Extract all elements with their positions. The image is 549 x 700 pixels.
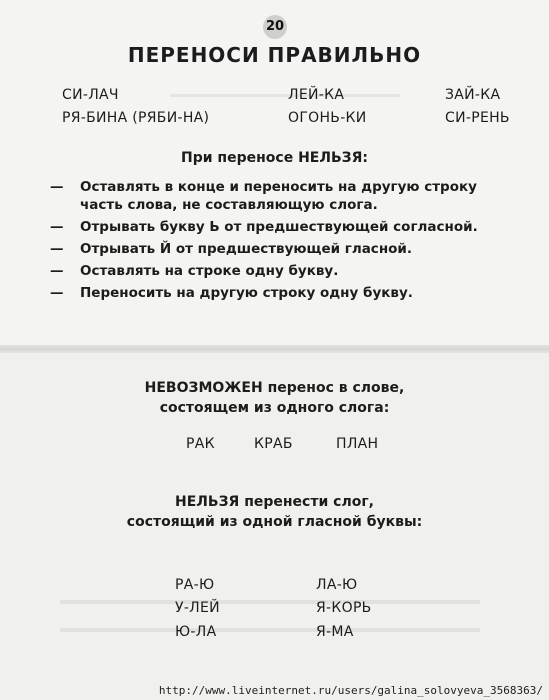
dash-bullet: — — [50, 241, 64, 257]
impossible-bold: НЕВОЗМОЖЕН — [144, 380, 263, 396]
cannot-line-2: состоящий из одной гласной буквы: — [126, 514, 423, 530]
example-word: РЯ-БИНА (РЯБИ-НА) — [62, 110, 210, 126]
rule-item — [50, 240, 530, 258]
syllable-pair: Ю-ЛА — [175, 624, 217, 640]
source-url[interactable]: http://www.liveinternet.ru/users/galina_solovyeva_3568363/ — [158, 684, 543, 697]
example-word: СИ-РЕНЬ — [445, 110, 510, 126]
example-word: СИ-ЛАЧ — [62, 87, 119, 103]
example-word: ОГОНЬ-КИ — [288, 110, 367, 126]
dash-bullet: — — [50, 179, 64, 195]
page-divider — [0, 345, 549, 353]
rule-item — [50, 178, 530, 214]
rule-text: Отрывать Й от предшествующей гласной. — [80, 241, 413, 257]
rule-text: часть слова, не составляющую слога. — [80, 197, 378, 213]
example-word: ЗАЙ-КА — [445, 87, 501, 103]
example-word: КРАБ — [254, 436, 293, 452]
example-word: РАК — [186, 436, 215, 452]
rule-text: Переносить на другую строку одну букву. — [80, 285, 413, 301]
cannot-line-1 — [0, 492, 549, 512]
cannot-bold: НЕЛЬЗЯ — [175, 494, 240, 510]
example-word: ЛЕЙ-КА — [288, 87, 345, 103]
example-word: ПЛАН — [336, 436, 379, 452]
dash-bullet: — — [50, 263, 64, 279]
impossible-line-2: состоящем из одного слога: — [159, 400, 390, 416]
rule-text: Оставлять на строке одну букву. — [80, 263, 339, 279]
impossible-rest: перенос в слове, — [262, 380, 405, 396]
rule-item — [50, 284, 530, 302]
rules-heading: При переносе НЕЛЬЗЯ: — [181, 150, 368, 166]
bleed-through-shape — [170, 72, 400, 97]
dash-bullet: — — [50, 219, 64, 235]
page-title: ПЕРЕНОСИ ПРАВИЛЬНО — [127, 43, 422, 67]
rules-list — [50, 178, 530, 306]
syllable-pair: Я-МА — [316, 624, 354, 640]
rule-item — [50, 218, 530, 236]
rule-text: Оставлять в конце и переносить на другую строку — [80, 179, 477, 195]
rule-text: Отрывать букву Ь от предшествующей согласной. — [80, 219, 478, 235]
syllable-pair: Я-КОРЬ — [316, 600, 372, 616]
syllable-pair: У-ЛЕЙ — [175, 600, 220, 616]
rule-item — [50, 262, 530, 280]
syllable-pair: ЛА-Ю — [316, 577, 358, 593]
dash-bullet: — — [50, 285, 64, 301]
cannot-rest: перенести слог, — [239, 494, 374, 510]
impossible-line-1 — [0, 378, 549, 398]
bleed-through-shape-2 — [60, 600, 480, 632]
page-number: 20 — [263, 15, 287, 39]
syllable-pair: РА-Ю — [175, 577, 215, 593]
